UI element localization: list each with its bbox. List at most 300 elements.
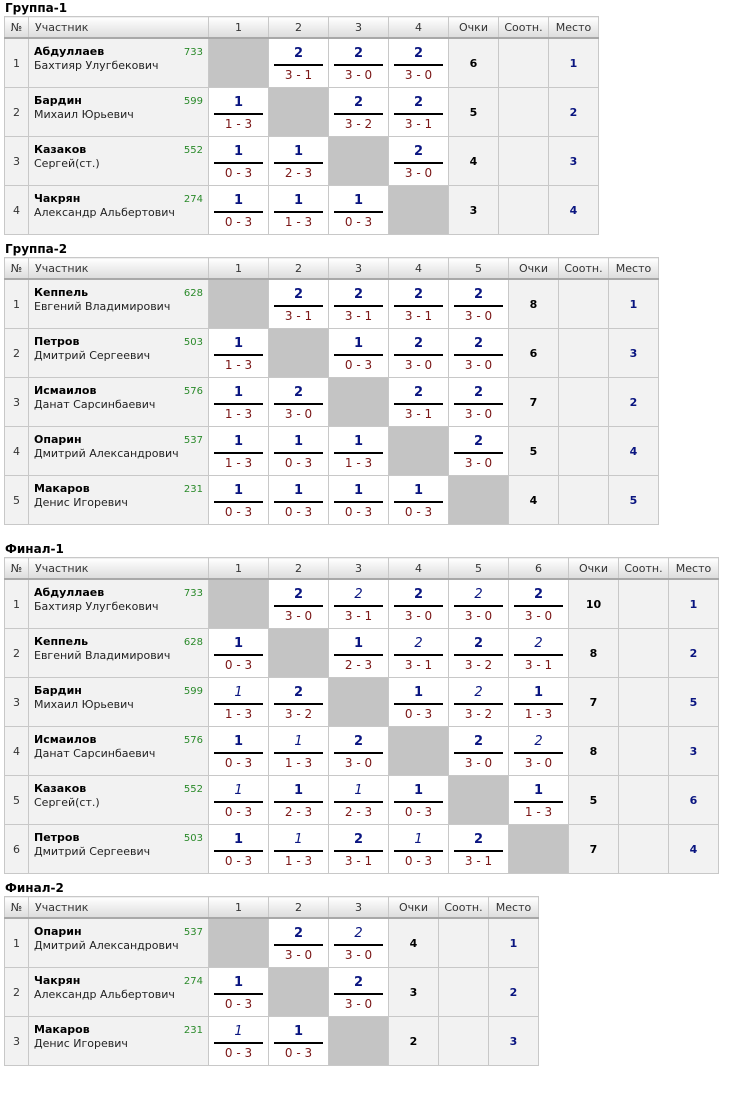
player-rating: 599 xyxy=(183,96,203,107)
match-points: 2 xyxy=(534,635,543,651)
match-result xyxy=(269,186,329,235)
player-surname: Абдуллаев xyxy=(34,45,105,58)
table-row xyxy=(5,476,659,525)
match-score: 1 - 3 xyxy=(284,853,313,868)
header-participant: Участник xyxy=(29,897,209,919)
match-result xyxy=(449,678,509,727)
match-score: 3 - 1 xyxy=(284,67,313,82)
self-cell xyxy=(389,727,449,776)
match-points: 2 xyxy=(353,831,364,847)
match-score: 0 - 3 xyxy=(224,504,253,519)
table-row xyxy=(5,629,719,678)
match-points: 2 xyxy=(293,286,304,302)
self-cell xyxy=(329,378,389,427)
player-rating: 628 xyxy=(183,288,203,299)
header-place: Место xyxy=(489,897,539,919)
player-ratio xyxy=(619,825,669,874)
player-place: 2 xyxy=(489,968,539,1017)
player-points: 4 xyxy=(509,476,559,525)
match-score: 3 - 2 xyxy=(344,116,373,131)
header-row xyxy=(5,17,599,39)
header-opponent-2: 2 xyxy=(269,558,329,580)
player-num: 1 xyxy=(5,579,29,629)
match-points: 1 xyxy=(353,433,364,449)
match-result xyxy=(269,427,329,476)
player-given-name: Александр Альбертович xyxy=(34,988,175,1001)
match-points: 2 xyxy=(473,384,484,400)
match-score: 0 - 3 xyxy=(404,706,433,721)
player-points: 4 xyxy=(449,137,499,186)
self-cell xyxy=(389,186,449,235)
player-num: 2 xyxy=(5,329,29,378)
table-row xyxy=(5,678,719,727)
match-points: 1 xyxy=(353,635,364,651)
player-name-cell xyxy=(29,825,209,874)
match-points: 1 xyxy=(293,433,304,449)
match-score: 3 - 1 xyxy=(404,116,433,131)
match-result xyxy=(389,137,449,186)
match-result xyxy=(329,186,389,235)
match-result xyxy=(329,579,389,629)
header-place: Место xyxy=(609,258,659,280)
match-points: 1 xyxy=(294,831,303,847)
header-ratio: Соотн. xyxy=(559,258,609,280)
player-name-cell xyxy=(29,727,209,776)
match-result xyxy=(509,579,569,629)
match-score: 2 - 3 xyxy=(284,804,313,819)
match-result xyxy=(269,279,329,329)
match-result xyxy=(509,678,569,727)
match-result xyxy=(329,629,389,678)
match-score: 3 - 0 xyxy=(464,608,493,623)
match-score: 3 - 2 xyxy=(464,706,493,721)
self-cell xyxy=(329,137,389,186)
match-points: 1 xyxy=(234,782,243,798)
player-rating: 274 xyxy=(183,976,203,987)
match-score: 3 - 0 xyxy=(464,455,493,470)
player-given-name: Дмитрий Александрович xyxy=(34,939,179,952)
match-score: 0 - 3 xyxy=(404,853,433,868)
match-result xyxy=(449,727,509,776)
match-points: 1 xyxy=(233,635,244,651)
player-points: 5 xyxy=(449,88,499,137)
header-ratio: Соотн. xyxy=(439,897,489,919)
match-points: 2 xyxy=(413,286,424,302)
match-result xyxy=(209,88,269,137)
self-cell xyxy=(269,968,329,1017)
player-rating: 576 xyxy=(183,735,203,746)
player-given-name: Дмитрий Александрович xyxy=(34,447,179,460)
player-points: 10 xyxy=(569,579,619,629)
player-given-name: Данат Сарсинбаевич xyxy=(34,398,156,411)
player-surname: Чакрян xyxy=(34,974,81,987)
player-surname: Казаков xyxy=(34,143,87,156)
match-result xyxy=(449,378,509,427)
match-points: 2 xyxy=(353,974,364,990)
match-points: 2 xyxy=(473,335,484,351)
match-result xyxy=(209,1017,269,1066)
match-points: 1 xyxy=(293,143,304,159)
match-points: 1 xyxy=(294,733,303,749)
header-points: Очки xyxy=(389,897,439,919)
match-points: 2 xyxy=(293,586,304,602)
match-points: 1 xyxy=(233,94,244,110)
player-num: 5 xyxy=(5,476,29,525)
player-place: 1 xyxy=(669,579,719,629)
player-surname: Петров xyxy=(34,335,80,348)
match-points: 2 xyxy=(354,925,363,941)
match-result xyxy=(509,629,569,678)
header-opponent-5: 5 xyxy=(449,558,509,580)
match-points: 1 xyxy=(233,335,244,351)
match-result xyxy=(209,968,269,1017)
header-opponent-4: 4 xyxy=(389,558,449,580)
match-points: 1 xyxy=(233,831,244,847)
match-score: 0 - 3 xyxy=(344,504,373,519)
player-name-cell xyxy=(29,476,209,525)
player-surname: Бардин xyxy=(34,94,82,107)
match-score: 1 - 3 xyxy=(224,357,253,372)
match-score: 0 - 3 xyxy=(344,214,373,229)
match-result xyxy=(389,678,449,727)
match-result xyxy=(209,186,269,235)
player-name-cell xyxy=(29,186,209,235)
match-score: 3 - 0 xyxy=(464,406,493,421)
player-points: 5 xyxy=(569,776,619,825)
match-result xyxy=(329,825,389,874)
player-name-cell xyxy=(29,329,209,378)
player-name-cell xyxy=(29,279,209,329)
match-result xyxy=(209,776,269,825)
match-points: 2 xyxy=(473,831,484,847)
match-score: 1 - 3 xyxy=(284,214,313,229)
match-points: 2 xyxy=(293,925,304,941)
match-points: 2 xyxy=(474,684,483,700)
match-score: 3 - 1 xyxy=(344,308,373,323)
player-name-cell xyxy=(29,1017,209,1066)
match-score: 2 - 3 xyxy=(344,657,373,672)
match-points: 1 xyxy=(233,384,244,400)
player-points: 4 xyxy=(389,918,439,968)
header-opponent-1: 1 xyxy=(209,897,269,919)
match-score: 1 - 3 xyxy=(224,706,253,721)
match-result xyxy=(329,727,389,776)
header-points: Очки xyxy=(569,558,619,580)
player-surname: Макаров xyxy=(34,1023,90,1036)
player-place: 2 xyxy=(549,88,599,137)
match-score: 1 - 3 xyxy=(284,755,313,770)
player-ratio xyxy=(499,38,549,88)
header-num: № xyxy=(5,558,29,580)
header-row xyxy=(5,897,539,919)
player-num: 2 xyxy=(5,968,29,1017)
player-place: 4 xyxy=(549,186,599,235)
match-score: 3 - 1 xyxy=(404,406,433,421)
match-result xyxy=(389,38,449,88)
match-score: 0 - 3 xyxy=(224,214,253,229)
player-num: 3 xyxy=(5,378,29,427)
player-points: 3 xyxy=(449,186,499,235)
player-ratio xyxy=(619,579,669,629)
group-section xyxy=(4,880,749,1066)
match-result xyxy=(209,629,269,678)
player-points: 8 xyxy=(569,629,619,678)
player-rating: 537 xyxy=(183,927,203,938)
match-result xyxy=(389,329,449,378)
player-surname: Опарин xyxy=(34,925,82,938)
match-score: 3 - 0 xyxy=(284,608,313,623)
match-score: 3 - 0 xyxy=(284,947,313,962)
player-points: 7 xyxy=(509,378,559,427)
player-points: 8 xyxy=(509,279,559,329)
header-row xyxy=(5,258,659,280)
match-result xyxy=(329,279,389,329)
table-row xyxy=(5,776,719,825)
match-result xyxy=(509,776,569,825)
player-rating: 503 xyxy=(183,833,203,844)
header-opponent-4: 4 xyxy=(389,17,449,39)
player-num: 2 xyxy=(5,629,29,678)
player-surname: Исмаилов xyxy=(34,384,97,397)
match-points: 1 xyxy=(413,482,424,498)
match-points: 1 xyxy=(354,782,363,798)
player-rating: 576 xyxy=(183,386,203,397)
player-points: 3 xyxy=(389,968,439,1017)
player-points: 7 xyxy=(569,678,619,727)
match-result xyxy=(329,88,389,137)
match-points: 2 xyxy=(413,335,424,351)
player-name-cell xyxy=(29,678,209,727)
match-result xyxy=(389,279,449,329)
player-rating: 231 xyxy=(183,1025,203,1036)
player-surname: Опарин xyxy=(34,433,82,446)
player-given-name: Михаил Юрьевич xyxy=(34,698,134,711)
match-points: 1 xyxy=(533,782,544,798)
group-title: Группа-2 xyxy=(5,242,68,256)
match-points: 1 xyxy=(233,482,244,498)
match-score: 3 - 1 xyxy=(404,657,433,672)
player-surname: Казаков xyxy=(34,782,87,795)
player-given-name: Данат Сарсинбаевич xyxy=(34,747,156,760)
match-result xyxy=(269,476,329,525)
match-points: 2 xyxy=(293,45,304,61)
group-table xyxy=(4,16,599,235)
self-cell xyxy=(209,918,269,968)
player-name-cell xyxy=(29,88,209,137)
match-result xyxy=(209,329,269,378)
match-points: 1 xyxy=(413,782,424,798)
player-name-cell xyxy=(29,38,209,88)
match-points: 2 xyxy=(354,586,363,602)
header-ratio: Соотн. xyxy=(619,558,669,580)
match-result xyxy=(389,476,449,525)
header-opponent-3: 3 xyxy=(329,17,389,39)
player-rating: 537 xyxy=(183,435,203,446)
match-score: 0 - 3 xyxy=(284,504,313,519)
match-result xyxy=(329,329,389,378)
match-result xyxy=(329,476,389,525)
group-section xyxy=(4,241,749,525)
match-points: 2 xyxy=(293,384,304,400)
player-ratio xyxy=(559,378,609,427)
match-score: 0 - 3 xyxy=(404,804,433,819)
header-opponent-2: 2 xyxy=(269,258,329,280)
player-num: 1 xyxy=(5,918,29,968)
header-opponent-4: 4 xyxy=(389,258,449,280)
match-result xyxy=(449,825,509,874)
player-place: 1 xyxy=(489,918,539,968)
match-result xyxy=(269,776,329,825)
match-score: 3 - 0 xyxy=(284,406,313,421)
player-name-cell xyxy=(29,629,209,678)
header-opponent-3: 3 xyxy=(329,558,389,580)
player-place: 6 xyxy=(669,776,719,825)
player-place: 3 xyxy=(609,329,659,378)
match-score: 3 - 1 xyxy=(524,657,553,672)
player-place: 1 xyxy=(609,279,659,329)
match-score: 0 - 3 xyxy=(224,804,253,819)
header-points: Очки xyxy=(449,17,499,39)
match-result xyxy=(329,968,389,1017)
match-result xyxy=(209,427,269,476)
table-row xyxy=(5,88,599,137)
match-result xyxy=(389,776,449,825)
match-score: 3 - 1 xyxy=(344,853,373,868)
match-points: 1 xyxy=(233,974,244,990)
table-row xyxy=(5,918,539,968)
player-surname: Бардин xyxy=(34,684,82,697)
player-num: 5 xyxy=(5,776,29,825)
self-cell xyxy=(389,427,449,476)
match-result xyxy=(269,727,329,776)
match-score: 3 - 1 xyxy=(284,308,313,323)
match-points: 1 xyxy=(234,1023,243,1039)
match-points: 2 xyxy=(473,733,484,749)
self-cell xyxy=(329,678,389,727)
header-participant: Участник xyxy=(29,17,209,39)
group-title: Финал-2 xyxy=(5,881,64,895)
header-row xyxy=(5,558,719,580)
player-given-name: Александр Альбертович xyxy=(34,206,175,219)
player-surname: Исмаилов xyxy=(34,733,97,746)
player-place: 5 xyxy=(669,678,719,727)
self-cell xyxy=(209,279,269,329)
player-ratio xyxy=(439,968,489,1017)
table-row xyxy=(5,329,659,378)
player-ratio xyxy=(619,776,669,825)
group-table xyxy=(4,557,719,874)
match-points: 1 xyxy=(413,684,424,700)
group-table xyxy=(4,257,659,525)
match-points: 1 xyxy=(353,482,364,498)
header-num: № xyxy=(5,258,29,280)
table-row xyxy=(5,825,719,874)
match-score: 3 - 2 xyxy=(284,706,313,721)
group-title: Группа-1 xyxy=(5,1,68,15)
player-given-name: Михаил Юрьевич xyxy=(34,108,134,121)
player-surname: Петров xyxy=(34,831,80,844)
table-row xyxy=(5,279,659,329)
match-result xyxy=(329,918,389,968)
match-points: 2 xyxy=(413,45,424,61)
player-place: 3 xyxy=(549,137,599,186)
player-num: 4 xyxy=(5,186,29,235)
player-given-name: Бахтияр Улугбекович xyxy=(34,600,159,613)
player-ratio xyxy=(619,727,669,776)
player-given-name: Денис Игоревич xyxy=(34,496,128,509)
player-surname: Чакрян xyxy=(34,192,81,205)
player-num: 1 xyxy=(5,38,29,88)
match-score: 0 - 3 xyxy=(224,165,253,180)
player-name-cell xyxy=(29,137,209,186)
player-place: 3 xyxy=(669,727,719,776)
match-result xyxy=(209,137,269,186)
match-result xyxy=(329,776,389,825)
match-points: 1 xyxy=(533,684,544,700)
self-cell xyxy=(269,629,329,678)
player-place: 5 xyxy=(609,476,659,525)
match-result xyxy=(329,38,389,88)
header-opponent-1: 1 xyxy=(209,258,269,280)
table-row xyxy=(5,727,719,776)
match-points: 2 xyxy=(534,733,543,749)
self-cell xyxy=(449,476,509,525)
header-opponent-2: 2 xyxy=(269,897,329,919)
player-rating: 733 xyxy=(183,47,203,58)
player-points: 6 xyxy=(449,38,499,88)
match-result xyxy=(509,727,569,776)
header-participant: Участник xyxy=(29,258,209,280)
header-num: № xyxy=(5,17,29,39)
header-place: Место xyxy=(549,17,599,39)
table-row xyxy=(5,137,599,186)
match-points: 2 xyxy=(473,286,484,302)
player-points: 6 xyxy=(509,329,559,378)
match-points: 2 xyxy=(413,143,424,159)
header-points: Очки xyxy=(509,258,559,280)
match-result xyxy=(269,38,329,88)
player-ratio xyxy=(439,1017,489,1066)
self-cell xyxy=(209,579,269,629)
match-result xyxy=(209,825,269,874)
match-result xyxy=(209,727,269,776)
match-result xyxy=(269,918,329,968)
self-cell xyxy=(269,88,329,137)
player-given-name: Евгений Владимирович xyxy=(34,300,171,313)
match-score: 2 - 3 xyxy=(284,165,313,180)
match-score: 0 - 3 xyxy=(224,853,253,868)
match-points: 1 xyxy=(353,335,364,351)
match-points: 2 xyxy=(413,586,424,602)
self-cell xyxy=(449,776,509,825)
match-result xyxy=(449,329,509,378)
match-score: 1 - 3 xyxy=(524,804,553,819)
player-ratio xyxy=(499,137,549,186)
match-points: 1 xyxy=(293,192,304,208)
match-points: 1 xyxy=(234,684,243,700)
match-result xyxy=(269,1017,329,1066)
match-score: 3 - 0 xyxy=(404,165,433,180)
header-opponent-6: 6 xyxy=(509,558,569,580)
player-surname: Кеппель xyxy=(34,635,89,648)
match-score: 3 - 0 xyxy=(344,67,373,82)
match-score: 3 - 1 xyxy=(344,608,373,623)
player-rating: 733 xyxy=(183,588,203,599)
player-given-name: Евгений Владимирович xyxy=(34,649,171,662)
table-row xyxy=(5,427,659,476)
player-name-cell xyxy=(29,776,209,825)
match-result xyxy=(449,427,509,476)
